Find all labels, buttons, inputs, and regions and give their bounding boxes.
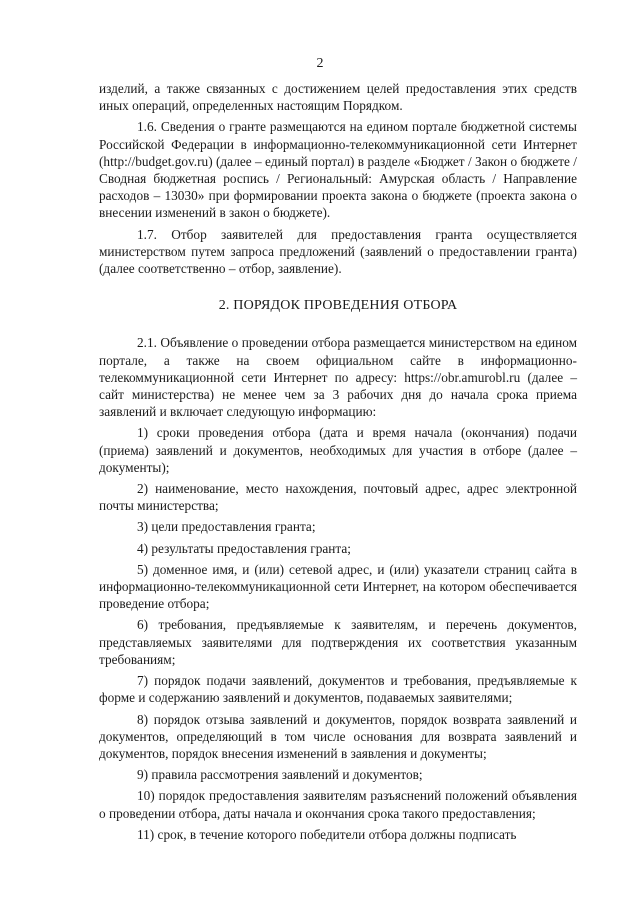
paragraph-1-7: 1.7. Отбор заявителей для предоставления гранта осуществляется министерством путем запроса предложений (заявлений о предоставлении гранта) (далее соответственно – отбор, заявление).: [99, 226, 577, 277]
paragraph-2-1: 2.1. Объявление о проведении отбора размещается министерством на едином портале, а также на своем официальном сайте в информационно-телекоммуникационной сети Интернет по адресу: https://obr.amurobl.ru (далее – сайт министерства) не менее чем за 3 рабочих дня до начала срока приема заявлений и включает следующую информацию:: [99, 335, 577, 420]
list-item-6: 6) требования, предъявляемые к заявителям, и перечень документов, представляемых заявителями для подтверждения их соответствия указанным требованиям;: [99, 617, 577, 667]
list-item-1: 1) сроки проведения отбора (дата и время начала (окончания) подачи (приема) заявлений и документов, необходимых для участия в отборе (далее – документы);: [99, 425, 577, 475]
list-item-11: 11) срок, в течение которого победители отбора должны подписать: [137, 826, 517, 842]
document-body: [99, 80, 577, 847]
list-item-8: 8) порядок отзыва заявлений и документов, порядок возврата заявлений и документов, определяющий в том числе основания для возврата заявлений и документов, порядок внесения изменений в заявления и документы;: [99, 711, 577, 761]
paragraph-continuation: изделий, а также связанных с достижением целей предоставления этих средств иных операций, определенных настоящим Порядком.: [99, 81, 577, 114]
list-item-2: 2) наименование, место нахождения, почтовый адрес, адрес электронной почты министерства;: [99, 481, 577, 514]
list-item-5: 5) доменное имя, и (или) сетевой адрес, и (или) указатели страниц сайта в информационно-телекоммуникационной сети Интернет, на котором обеспечивается проведение отбора;: [99, 561, 577, 612]
list-item-4: 4) результаты предоставления гранта;: [137, 540, 351, 556]
section-heading: 2. ПОРЯДОК ПРОВЕДЕНИЯ ОТБОРА: [218, 298, 458, 314]
list-item-3: 3) цели предоставления гранта;: [137, 519, 316, 535]
paragraph-1-6: 1.6. Сведения о гранте размещаются на едином портале бюджетной системы Российской Федерации в информационно-телекоммуникационной сети Интернет (http://budget.gov.ru) (далее – единый портал) в разделе «Бюджет / Закон о бюджете / Сводная бюджетная роспись / Региональный: Амурская область / Направление расходов – 13030» при формировании проекта закона о бюджете (проекта закона о внесении изменений в закон о бюджете).: [99, 119, 577, 221]
list-item-10: 10) порядок предоставления заявителям разъяснений положений объявления о проведении отбора, даты начала и окончания срока такого предоставления;: [99, 788, 577, 821]
list-item-7: 7) порядок подачи заявлений, документов и требования, предъявляемые к форме и содержанию заявлений и документов, подаваемых заявителями;: [99, 673, 577, 706]
page-number: 2: [316, 56, 324, 71]
list-item-9: 9) правила рассмотрения заявлений и документов;: [137, 767, 423, 783]
